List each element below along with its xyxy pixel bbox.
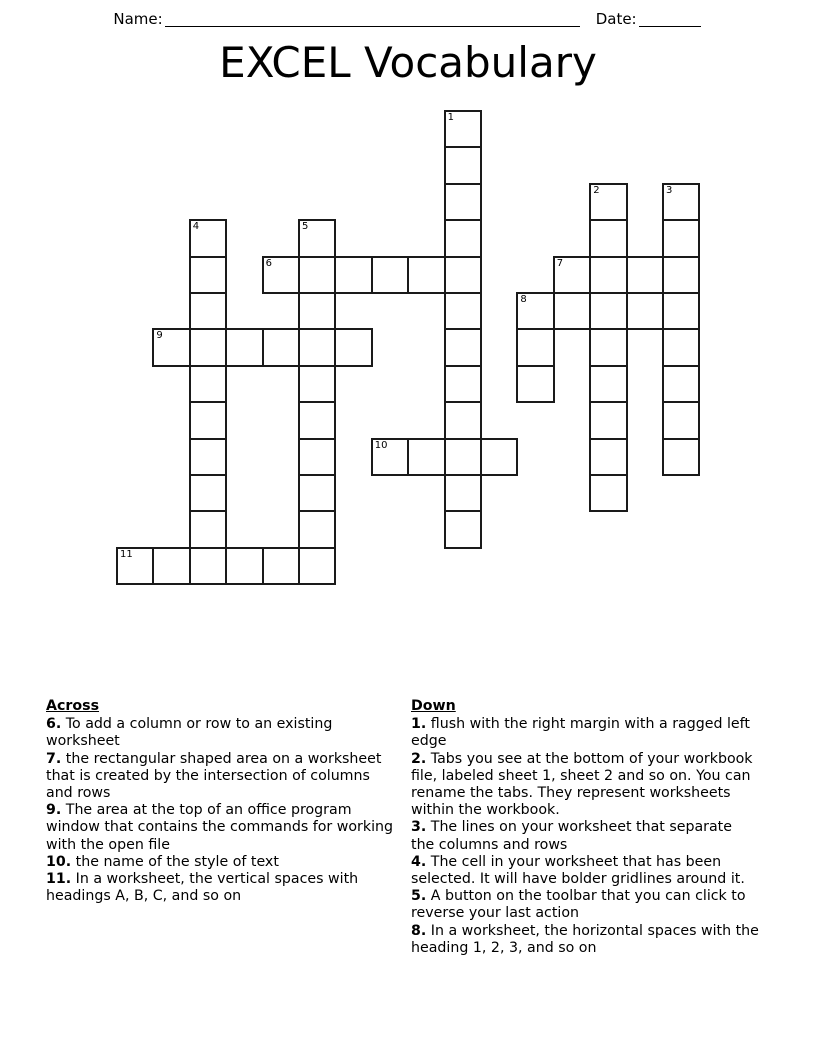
crossword-cell[interactable]	[116, 547, 154, 585]
crossword-cell[interactable]	[444, 401, 482, 439]
crossword-cell[interactable]	[298, 510, 336, 548]
crossword-cell[interactable]	[589, 365, 627, 403]
crossword-cell[interactable]	[298, 365, 336, 403]
crossword-cell[interactable]	[152, 328, 190, 366]
down-heading: Down	[411, 698, 456, 714]
crossword-cell[interactable]	[662, 256, 700, 294]
crossword-cell[interactable]	[407, 438, 445, 476]
crossword-cell[interactable]	[589, 328, 627, 366]
clue-number: 3.	[411, 819, 427, 836]
down-clue-5	[411, 888, 759, 922]
crossword-cell[interactable]	[189, 219, 227, 257]
across-clue-6	[46, 716, 394, 750]
cell-number: 1	[447, 112, 454, 123]
cell-number: 11	[120, 548, 133, 560]
across-clue-list	[46, 716, 394, 905]
down-clue-list	[411, 716, 759, 957]
crossword-cell[interactable]	[444, 292, 482, 330]
cell-number: 7	[556, 257, 564, 269]
cell-number: 4	[192, 221, 200, 233]
crossword-cell[interactable]	[589, 292, 627, 330]
clues-section	[0, 698, 816, 968]
crossword-cell[interactable]	[189, 328, 227, 366]
down-clue-4	[411, 854, 759, 888]
across-clue-11	[46, 871, 394, 905]
clue-number: 2.	[411, 750, 427, 767]
crossword-cell[interactable]	[516, 292, 554, 330]
across-clue-10	[46, 854, 394, 871]
cell-number: 5	[302, 221, 309, 233]
crossword-cell[interactable]	[152, 547, 190, 585]
clue-text: The lines on your worksheet that separate the columns and rows	[411, 819, 732, 853]
crossword-cell[interactable]	[662, 292, 700, 330]
crossword-cell[interactable]	[371, 256, 409, 294]
crossword-cell[interactable]	[589, 401, 627, 439]
cell-number: 2	[593, 184, 600, 196]
crossword-cell[interactable]	[626, 292, 664, 330]
clue-text: The cell in your worksheet that has been selected. It will have bolder gridlines around it.	[411, 853, 745, 888]
clue-text: the rectangular shaped area on a worksheet that is created by the intersection of columns and rows	[46, 750, 382, 802]
crossword-cell[interactable]	[589, 183, 627, 221]
crossword-cell[interactable]	[662, 183, 700, 221]
page-title: EXCEL Vocabulary	[219, 38, 597, 87]
crossword-cell[interactable]	[444, 219, 482, 257]
clue-number: 1.	[411, 716, 427, 733]
clue-number: 6.	[46, 716, 62, 733]
clue-text: In a worksheet, the vertical spaces with headings A, B, C, and so on	[46, 871, 359, 905]
clue-text: To add a column or row to an existing worksheet	[46, 716, 333, 750]
across-clue-9	[46, 802, 394, 854]
crossword-cell[interactable]	[662, 219, 700, 257]
clue-text: the name of the style of text	[71, 853, 279, 870]
crossword-cell[interactable]	[444, 328, 482, 366]
crossword-cell[interactable]	[626, 256, 664, 294]
crossword-cell[interactable]	[553, 256, 591, 294]
crossword-cell[interactable]	[444, 438, 482, 476]
crossword-cell[interactable]	[262, 328, 300, 366]
crossword-cell[interactable]	[662, 365, 700, 403]
across-clue-7	[46, 751, 394, 803]
clue-number: 8.	[411, 922, 427, 939]
crossword-cell[interactable]	[662, 401, 700, 439]
crossword-cell[interactable]	[225, 547, 263, 585]
crossword-cell[interactable]	[189, 510, 227, 548]
crossword-cell[interactable]	[444, 183, 482, 221]
crossword-cell[interactable]	[189, 438, 227, 476]
crossword-cell[interactable]	[298, 401, 336, 439]
crossword-cell[interactable]	[298, 256, 336, 294]
crossword-cell[interactable]	[298, 219, 336, 257]
clue-number: 4.	[411, 853, 427, 870]
crossword-cell[interactable]	[444, 474, 482, 512]
crossword-cell[interactable]	[298, 474, 336, 512]
crossword-cell[interactable]	[480, 438, 518, 476]
clue-number: 7.	[46, 750, 62, 767]
crossword-cell[interactable]	[444, 110, 482, 148]
crossword-cell[interactable]	[262, 547, 300, 585]
crossword-cell[interactable]	[516, 328, 554, 366]
cell-number: 10	[374, 439, 388, 451]
crossword-cell[interactable]	[262, 256, 300, 294]
clue-number: 10.	[46, 853, 72, 870]
crossword-cell[interactable]	[189, 401, 227, 439]
down-clue-1	[411, 716, 759, 750]
cell-number: 8	[520, 294, 527, 305]
crossword-cell[interactable]	[189, 365, 227, 403]
crossword-cell[interactable]	[189, 292, 227, 330]
crossword-cell[interactable]	[553, 292, 591, 330]
cell-number: 3	[666, 184, 673, 196]
across-heading: Across	[46, 698, 100, 714]
crossword-cell[interactable]	[298, 547, 336, 585]
crossword-cell[interactable]	[516, 365, 554, 403]
crossword-cell[interactable]	[444, 256, 482, 294]
crossword-cell[interactable]	[589, 474, 627, 512]
crossword-cell[interactable]	[444, 510, 482, 548]
across-clues-column	[46, 698, 394, 905]
clue-number: 11.	[46, 871, 72, 888]
crossword-cell[interactable]	[189, 474, 227, 512]
clue-text: The area at the top of an office program window that contains the commands for working with the open file	[46, 802, 394, 853]
down-clue-3	[411, 819, 759, 853]
down-clue-2	[411, 751, 759, 820]
name-label: Name:	[113, 10, 163, 28]
cell-number: 9	[156, 330, 163, 342]
clue-text: flush with the right margin with a ragged left edge	[411, 716, 750, 750]
crossword-cell[interactable]	[662, 438, 700, 476]
clue-number: 5.	[411, 888, 427, 905]
crossword-cell[interactable]	[298, 292, 336, 330]
crossword-cell[interactable]	[371, 438, 409, 476]
crossword-cell[interactable]	[298, 328, 336, 366]
crossword-cell[interactable]	[225, 328, 263, 366]
crossword-cell[interactable]	[298, 438, 336, 476]
date-label: Date:	[595, 10, 637, 28]
crossword-cell[interactable]	[444, 365, 482, 403]
clue-number: 9.	[46, 802, 62, 819]
down-clues-column	[411, 698, 759, 957]
clue-text: A button on the toolbar that you can click to reverse your last action	[411, 888, 746, 922]
crossword-cell[interactable]	[662, 328, 700, 366]
crossword-cell[interactable]	[334, 256, 372, 294]
crossword-cell[interactable]	[189, 256, 227, 294]
crossword-cell[interactable]	[589, 438, 627, 476]
crossword-cell[interactable]	[589, 219, 627, 257]
crossword-cell[interactable]	[189, 547, 227, 585]
cell-number: 6	[265, 257, 272, 269]
crossword-cell[interactable]	[589, 256, 627, 294]
crossword-cell[interactable]	[407, 256, 445, 294]
crossword-cell[interactable]	[334, 328, 372, 366]
crossword-cell[interactable]	[444, 146, 482, 184]
clue-text: In a worksheet, the horizontal spaces with the heading 1, 2, 3, and so on	[411, 922, 759, 956]
clue-text: Tabs you see at the bottom of your workbook file, labeled sheet 1, sheet 2 and so on. You can rename the tabs. They represent worksheets within the workbook.	[411, 750, 753, 819]
down-clue-8	[411, 923, 759, 957]
